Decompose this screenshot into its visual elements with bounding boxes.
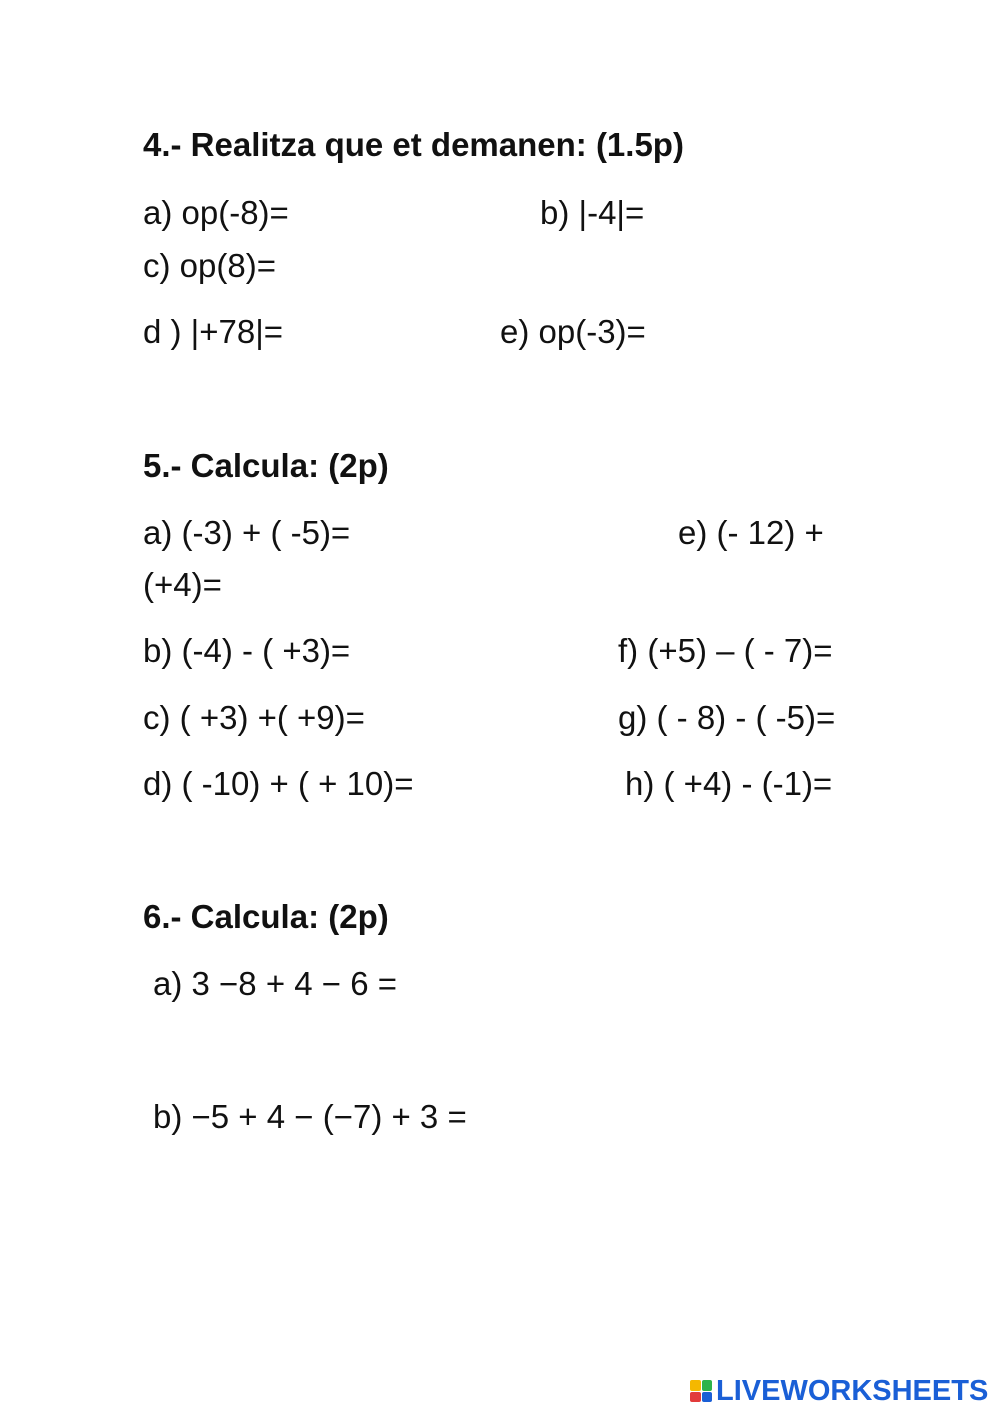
exercise-6a: a) 3 −8 + 4 − 6 = — [153, 965, 398, 1002]
exercise-5d: d) ( -10) + ( + 10)= — [143, 765, 414, 802]
liveworksheets-logo — [690, 1376, 988, 1406]
section-4-title: 4.- Realitza que et demanen: (1.5p) — [143, 126, 684, 163]
exercise-4a: a) op(-8)= — [143, 194, 289, 231]
exercise-4b: b) |-4|= — [540, 194, 645, 231]
exercise-6b: b) −5 + 4 − (−7) + 3 = — [153, 1098, 467, 1135]
liveworksheets-logo-icon — [690, 1380, 712, 1402]
section-6-title: 6.- Calcula: (2p) — [143, 898, 389, 935]
exercise-5e-part1: e) (- 12) + — [678, 514, 824, 551]
exercise-4c: c) op(8)= — [143, 247, 276, 284]
exercise-5g: g) ( - 8) - ( -5)= — [618, 699, 836, 736]
exercise-5h: h) ( +4) - (-1)= — [625, 765, 833, 802]
exercise-5e-part2: (+4)= — [143, 566, 222, 603]
section-5-title: 5.- Calcula: (2p) — [143, 447, 389, 484]
exercise-4d: d ) |+78|= — [143, 313, 284, 350]
exercise-4e: e) op(-3)= — [500, 313, 646, 350]
liveworksheets-logo-text: LIVEWORKSHEETS — [716, 1374, 989, 1407]
exercise-5f: f) (+5) – ( - 7)= — [618, 632, 833, 669]
exercise-5a: a) (-3) + ( -5)= — [143, 514, 351, 551]
exercise-5b: b) (-4) - ( +3)= — [143, 632, 351, 669]
exercise-5c: c) ( +3) +( +9)= — [143, 699, 365, 736]
